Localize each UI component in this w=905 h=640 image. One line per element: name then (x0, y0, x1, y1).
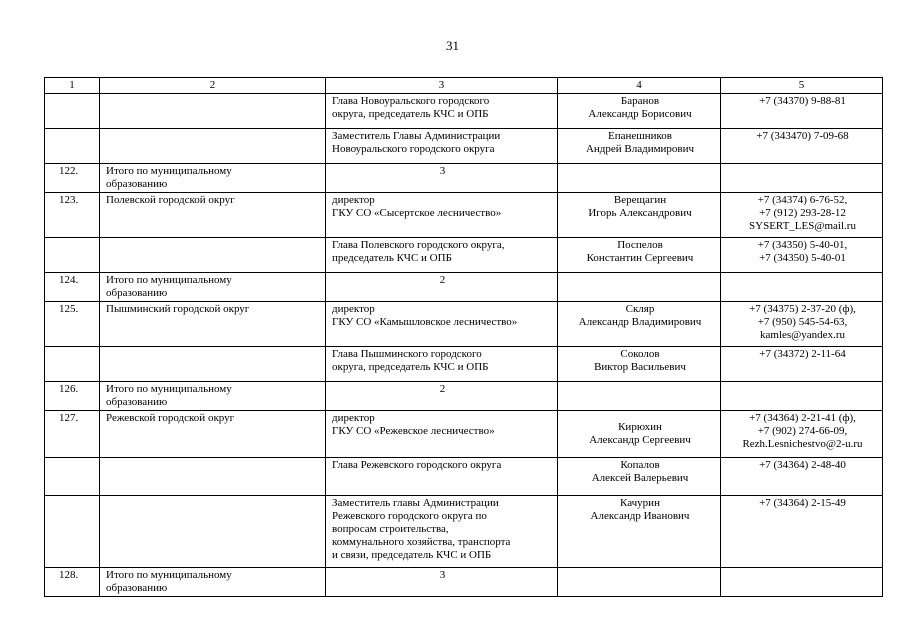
row-number (45, 238, 100, 273)
row-number: 128. (45, 568, 100, 597)
full-name: Баранов Александр Борисович (558, 94, 721, 129)
phone: +7 (343470) 7-09-68 (721, 129, 883, 164)
table-row (45, 129, 883, 164)
header-cell: 1 (45, 78, 100, 94)
position: Заместитель главы Администрации Режевского городского округа по вопросам строительства, коммунального хозяйства, транспорта и связи, председатель КЧС и ОПБ (326, 496, 558, 568)
phone: +7 (34375) 2-37-20 (ф), +7 (950) 545-54-63, kamles@yandex.ru (721, 302, 883, 347)
table-header-row (45, 78, 883, 94)
position: Глава Режевского городского округа (326, 458, 558, 496)
row-number (45, 129, 100, 164)
municipality: Пышминский городской округ (100, 302, 326, 347)
phone: +7 (34364) 2-21-41 (ф), +7 (902) 274-66-09, Rezh.Lesnichestvo@2-u.ru (721, 411, 883, 458)
total-count: 2 (326, 273, 558, 302)
phone: +7 (34364) 2-15-49 (721, 496, 883, 568)
municipality: Режевской городской округ (100, 411, 326, 458)
total-count: 3 (326, 164, 558, 193)
municipality: Итого по муниципальному образованию (100, 164, 326, 193)
row-number: 123. (45, 193, 100, 238)
header-cell: 2 (100, 78, 326, 94)
full-name: Копалов Алексей Валерьевич (558, 458, 721, 496)
contacts-table (44, 77, 883, 597)
municipality (100, 347, 326, 382)
full-name: Верещагин Игорь Александрович (558, 193, 721, 238)
position: директор ГКУ СО «Камышловское лесничество» (326, 302, 558, 347)
total-row (45, 568, 883, 597)
row-number: 126. (45, 382, 100, 411)
position: директор ГКУ СО «Режевское лесничество» (326, 411, 558, 458)
total-row (45, 382, 883, 411)
municipality: Итого по муниципальному образованию (100, 382, 326, 411)
municipality: Итого по муниципальному образованию (100, 273, 326, 302)
row-number: 127. (45, 411, 100, 458)
page-number: 31 (446, 38, 459, 53)
total-row (45, 273, 883, 302)
phone: +7 (34372) 2-11-64 (721, 347, 883, 382)
row-number: 124. (45, 273, 100, 302)
table-row (45, 94, 883, 129)
total-count: 2 (326, 382, 558, 411)
full-name: Скляр Александр Владимирович (558, 302, 721, 347)
row-number: 125. (45, 302, 100, 347)
municipality (100, 238, 326, 273)
position: Глава Пышминского городского округа, председатель КЧС и ОПБ (326, 347, 558, 382)
row-number (45, 496, 100, 568)
municipality (100, 129, 326, 164)
row-number (45, 347, 100, 382)
full-name: Кирюхин Александр Сергеевич (558, 411, 721, 458)
position: Глава Полевского городского округа, председатель КЧС и ОПБ (326, 238, 558, 273)
full-name: Соколов Виктор Васильевич (558, 347, 721, 382)
total-count: 3 (326, 568, 558, 597)
table-row (45, 238, 883, 273)
header-cell: 4 (558, 78, 721, 94)
table-row (45, 411, 883, 458)
position: директор ГКУ СО «Сысертское лесничество» (326, 193, 558, 238)
phone: +7 (34364) 2-48-40 (721, 458, 883, 496)
full-name: Поспелов Константин Сергеевич (558, 238, 721, 273)
municipality (100, 496, 326, 568)
total-row (45, 164, 883, 193)
header-cell: 5 (721, 78, 883, 94)
municipality (100, 458, 326, 496)
full-name: Епанешников Андрей Владимирович (558, 129, 721, 164)
position: Заместитель Главы Администрации Новоуральского городского округа (326, 129, 558, 164)
table-row (45, 496, 883, 568)
header-cell: 3 (326, 78, 558, 94)
municipality: Итого по муниципальному образованию (100, 568, 326, 597)
table-row (45, 347, 883, 382)
table-row (45, 302, 883, 347)
row-number: 122. (45, 164, 100, 193)
position: Глава Новоуральского городского округа, председатель КЧС и ОПБ (326, 94, 558, 129)
municipality: Полевской городской округ (100, 193, 326, 238)
table-row (45, 193, 883, 238)
table-row (45, 458, 883, 496)
phone: +7 (34370) 9-88-81 (721, 94, 883, 129)
phone: +7 (34374) 6-76-52, +7 (912) 293-28-12 SYSERT_LES@mail.ru (721, 193, 883, 238)
municipality (100, 94, 326, 129)
row-number (45, 458, 100, 496)
full-name: Качурин Александр Иванович (558, 496, 721, 568)
phone: +7 (34350) 5-40-01, +7 (34350) 5-40-01 (721, 238, 883, 273)
row-number (45, 94, 100, 129)
